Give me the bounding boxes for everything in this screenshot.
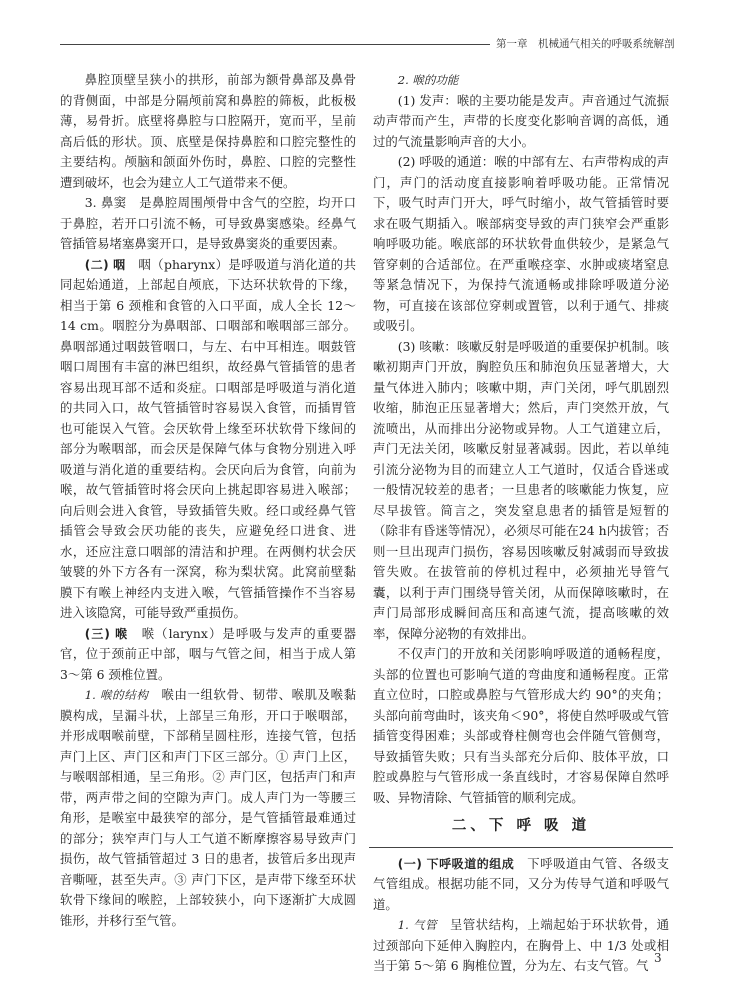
paragraph-airway: (2) 呼吸的通道：喉的中部有左、右声带构成的声门，声门的活动度直接影响着呼吸功能。正常情况下，吸气时声门开大，呼气时缩小，故气管插管时要求在吸气期插入。喉部病变导致的声门狭窄会严重影响呼吸功能。喉底部的环状软骨血供较少，是紧急气管穿刺的合适部位。在严重喉痉挛、水肿或痰堵窒息等紧急情况下，为保持气流通畅或排除呼吸道分泌物，可直接在该部位穿刺或置管，以利于通气、排痰或吸引。 (373, 154, 669, 333)
paragraph-larynx-structure (60, 685, 356, 931)
section-title-lower-airway: 二、下 呼 吸 道 (451, 818, 591, 834)
paragraph-sinus: 3. 鼻窦 是鼻腔周围颅骨中含气的空腔，均开口于鼻腔，若开口引流不畅，可导致鼻窦感染。经鼻气管插管易堵塞鼻窦开口，是导致鼻窦炎的重要因素。 (60, 195, 356, 251)
page-number: 3 (654, 951, 662, 965)
heading-larynx: (三) 喉 (84, 626, 129, 641)
header-rule (60, 44, 490, 45)
paragraph-pharynx (60, 255, 356, 624)
paragraph-larynx (60, 624, 356, 686)
lower-airway-text: 下呼吸道由气管、各级支气管组成。根据功能不同，又分为传导气道和呼吸气道。 (373, 855, 670, 912)
paragraph-head-position: 不仅声门的开放和关闭影响呼吸道的通畅程度，头部的位置也可影响气道的弯曲度和通畅程度。正常直立位时，口腔或鼻腔与气管形成大约 90°的夹角；头部向前弯曲时，该夹角＜90°，将使自然呼吸或气管插管变得困难；头部或脊柱侧弯也会伴随气管侧弯，导致插管失败；只有当头部充分后仰、肢体平放，口腔或鼻腔与气管形成一条直线时，才容易保障自然呼吸、异物清除、气管插管的顺利完成。 (373, 646, 669, 805)
running-head: 第一章 机械通气相关的呼吸系统解剖 (496, 38, 675, 50)
label-larynx-structure: 1. 喉的结构 (84, 688, 149, 702)
right-column (373, 70, 669, 977)
heading-pharynx: (二) 咽 (84, 257, 126, 272)
label-larynx-function (373, 70, 669, 91)
larynx-function-label-text: 2. 喉的功能 (397, 73, 459, 87)
pharynx-text: 咽（pharynx）是呼吸道与消化道的共同起始通道，上部起自颅底，下达环状软骨的下缘，相当于第 6 颈椎和食管的入口平面，成人全长 12～14 cm。咽腔分为鼻咽部、口咽部和喉咽部三部分。鼻咽部通过咽鼓管咽口，与左、右中耳相连。咽鼓管咽口周围有丰富的淋巴组织，故经鼻气管插管的患者容易出现耳部不适和炎症。口咽部是呼吸道与消化道的共同入口，故气管插管时容易误入食管，而插胃管也可能误入气管。会厌软骨上缘至环状软骨下缘间的部分为喉咽部，而会厌是保障气体与食物分别进入呼吸道与消化道的重要结构。会厌向后为食管，向前为喉，故气管插管时将会厌向上挑起即容易进入喉部；向后则会进入食管，导致插管失败。经口或经鼻气管插管会导致会厌功能的丧失，应避免经口进食、进水，还应注意口咽部的清洁和护理。在两侧杓状会厌皱襞的外下方各有一深窝，称为梨状窝。此窝前壁黏膜下有喉上神经内支进入喉，气管插管操作不当容易进入该隐窝，可能导致严重损伤。 (60, 256, 357, 620)
paragraph-lower-airway (373, 854, 669, 916)
paragraph-trachea (373, 915, 669, 977)
paragraph-cough: (3) 咳嗽：咳嗽反射是呼吸道的重要保护机制。咳嗽初期声门开放，胸腔负压和肺泡负压显著增大，大量气体进入肺内；咳嗽中期，声门关闭，呼气肌剧烈收缩，肺泡正压显著增大；然后，声门突然开放，气流喷出，从而排出分泌物或异物。人工气道建立后，声门无法关闭，咳嗽反射显著减弱。因此，若以单纯引流分泌物为目的而建立人工气道时，仅适合昏迷或一般情况较差的患者；一旦患者的咳嗽能力恢复，应尽早拔管。简言之，突发窒息患者的插管是短暂的（除非有昏迷等情况），必须尽可能在24 h内拔管；否则一旦出现声门损伤，容易因咳嗽反射减弱而导致拔管失败。在拔管前的停机过程中，必须抽光导管气囊，以利于声门围绕导管关闭，从而保障咳嗽时，在声门局部形成瞬间高压和高速气流，提高咳嗽的效率，保障分泌物的有效排出。 (373, 338, 669, 641)
paragraph-nasal-roof: 鼻腔顶壁呈狭小的拱形，前部为额骨鼻部及鼻骨的背侧面，中部是分隔颅前窝和鼻腔的筛板，此板极薄，易骨折。底壁将鼻腔与口腔隔开，宽而平，呈前高后低的形状。顶、底壁是保持鼻腔和口腔完整性的主要结构。颅脑和颌面外伤时，鼻腔、口腔的完整性遭到破坏，也会为建立人工气道带来不便。 (60, 72, 356, 190)
trachea-text: 呈管状结构，上端起始于环状软骨，通过颈部向下延伸入胸腔内，在胸骨上、中 1/3 处或相当于第 5～第 6 胸椎位置，分为左、右支气管。气 (373, 917, 670, 973)
section-rule (369, 847, 673, 848)
paragraph-phonation: (1) 发声：喉的主要功能是发声。声音通过气流振动声带而产生，声带的长度变化影响音调的高低，通过的气流量影响声音的大小。 (373, 92, 669, 149)
heading-lower-airway: (一) 下呼吸道的组成 (397, 856, 515, 871)
label-trachea: 1. 气管 (397, 918, 438, 932)
larynx-text: 喉（larynx）是呼吸与发声的重要器官，位于颈前正中部，咽与气管之间，相当于成人第 3～第 6 颈椎位置。 (60, 625, 356, 682)
left-column (60, 70, 356, 931)
larynx-structure-text: 喉由一组软骨、韧带、喉肌及喉黏膜构成，呈漏斗状，上部呈三角形，开口于喉咽部，并形成咽喉前壁，下部稍呈圆柱形，连接气管，包括声门上区、声门区和声门下区三部分。① 声门上区，与喉咽部相通，呈三角形。② 声门区，包括声门和声带，两声带之间的空隙为声门。成人声门为一等腰三角形，是喉室中最狭窄的部分，是气管插管最难通过的部分；狭窄声门与人工气道不断摩擦容易导致声门损伤，故气管插管超过 3 日的患者，拔管后多出现声音嘶哑，甚至失声。③ 声门下区，是声带下缘至环状软骨下缘间的喉腔，上部较狭小，向下逐渐扩大成圆锥形，并移行至气管。 (60, 687, 357, 928)
